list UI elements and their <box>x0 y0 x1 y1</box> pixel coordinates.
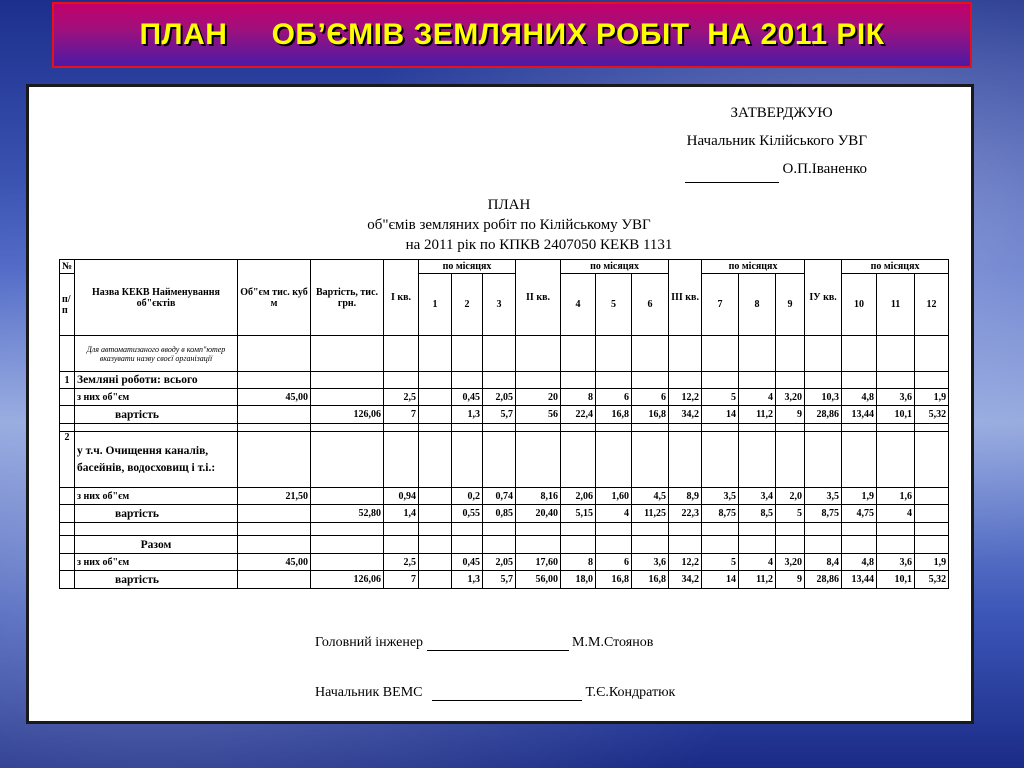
table-cell: 5,15 <box>561 505 596 523</box>
spacer-row <box>60 424 949 432</box>
table-cell: 3,20 <box>776 554 805 571</box>
table-cell: 45,00 <box>238 554 311 571</box>
table-cell <box>419 488 452 505</box>
document-sheet <box>26 84 974 724</box>
month-header: 1 <box>419 274 452 336</box>
months-header-q2: по місяцях <box>561 260 669 274</box>
table-row <box>60 389 949 406</box>
total-title-row <box>60 536 949 554</box>
table-row <box>60 488 949 505</box>
section-number: 2 <box>60 432 75 488</box>
table-cell: 4 <box>877 505 915 523</box>
row-label: вартість <box>75 571 238 589</box>
months-header-q4: по місяцях <box>842 260 949 274</box>
table-cell: 22,3 <box>669 505 702 523</box>
table-cell: 1,4 <box>384 505 419 523</box>
approve-label: ЗАТВЕРДЖУЮ <box>730 105 833 121</box>
month-header: 9 <box>776 274 805 336</box>
engineer-name: М.М.Стоянов <box>572 635 654 650</box>
table-cell: 0,55 <box>452 505 483 523</box>
row-label: вартість <box>75 406 238 424</box>
table-cell: 18,0 <box>561 571 596 589</box>
table-cell <box>915 505 949 523</box>
approve-signature <box>685 155 867 183</box>
table-cell: 3,6 <box>877 389 915 406</box>
table-cell: 45,00 <box>238 389 311 406</box>
table-cell: 20,40 <box>516 505 561 523</box>
table-cell: 4,8 <box>842 554 877 571</box>
signature-line <box>427 638 569 651</box>
cell <box>60 389 75 406</box>
table-cell: 1,9 <box>842 488 877 505</box>
col-cost-header: Вартість, тис. грн. <box>311 260 384 336</box>
table-cell: 1,3 <box>452 571 483 589</box>
table-cell: 8,16 <box>516 488 561 505</box>
table-cell: 5 <box>776 505 805 523</box>
month-header: 6 <box>632 274 669 336</box>
col-volume-header: Об"єм тис. куб м <box>238 260 311 336</box>
table-cell: 7 <box>384 571 419 589</box>
table-cell: 8,5 <box>739 505 776 523</box>
signature-line <box>685 168 779 183</box>
months-header-q1: по місяцях <box>419 260 516 274</box>
doc-subtitle: об"ємів земляних робіт по Кілійському УВГ <box>367 217 651 233</box>
table-cell: 4 <box>739 554 776 571</box>
table-cell: 4 <box>596 505 632 523</box>
col-pn-header: п/п <box>60 274 75 336</box>
month-header: 10 <box>842 274 877 336</box>
table-cell: 28,86 <box>805 406 842 424</box>
section-number: 1 <box>60 372 75 389</box>
table-cell: 5,7 <box>483 406 516 424</box>
table-row <box>60 505 949 523</box>
chief-signature <box>315 685 675 701</box>
table-cell: 2,06 <box>561 488 596 505</box>
table-cell: 56 <box>516 406 561 424</box>
col-q3-header: ІІІ кв. <box>669 260 702 336</box>
table-cell: 9 <box>776 406 805 424</box>
cell <box>60 554 75 571</box>
table-cell: 16,8 <box>632 571 669 589</box>
table-cell <box>419 406 452 424</box>
table-cell: 8 <box>561 554 596 571</box>
table-cell: 0,85 <box>483 505 516 523</box>
document-title <box>289 195 729 255</box>
table-cell: 34,2 <box>669 406 702 424</box>
table-cell: 126,06 <box>311 571 384 589</box>
section-title-row <box>60 372 949 389</box>
engineer-title: Головний інженер <box>315 635 424 650</box>
section-title: Земляні роботи: всього <box>75 372 238 389</box>
row-label: з них об"єм <box>75 554 238 571</box>
table-cell: 1,3 <box>452 406 483 424</box>
table-cell: 16,8 <box>632 406 669 424</box>
table-cell <box>238 406 311 424</box>
table-cell: 1,60 <box>596 488 632 505</box>
doc-title: ПЛАН <box>487 197 531 213</box>
col-q2-header: II кв. <box>516 260 561 336</box>
table-row <box>60 571 949 589</box>
table-cell: 2,05 <box>483 554 516 571</box>
table-cell: 4 <box>739 389 776 406</box>
table-cell: 20 <box>516 389 561 406</box>
engineer-signature <box>315 635 653 651</box>
table-cell: 5,7 <box>483 571 516 589</box>
month-header: 3 <box>483 274 516 336</box>
col-q4-header: IУ кв. <box>805 260 842 336</box>
table-cell: 2,05 <box>483 389 516 406</box>
cell <box>60 336 75 372</box>
header-row <box>60 260 949 274</box>
table-cell: 8 <box>561 389 596 406</box>
col-q1-header: I кв. <box>384 260 419 336</box>
table-cell: 1,9 <box>915 554 949 571</box>
signature-line <box>432 688 582 701</box>
row-label: з них об"єм <box>75 389 238 406</box>
table-cell: 16,8 <box>596 406 632 424</box>
table-cell <box>419 571 452 589</box>
table-cell: 5 <box>702 389 739 406</box>
table-cell: 9 <box>776 571 805 589</box>
chief-title: Начальник ВЕМС <box>315 685 423 700</box>
month-header: 2 <box>452 274 483 336</box>
slide-banner <box>52 2 972 68</box>
table-cell: 11,25 <box>632 505 669 523</box>
table-cell: 22,4 <box>561 406 596 424</box>
table-cell: 8,75 <box>805 505 842 523</box>
total-title: Разом <box>75 536 238 554</box>
months-header-q3: по місяцях <box>702 260 805 274</box>
table-cell: 6 <box>632 389 669 406</box>
table-cell: 3,6 <box>877 554 915 571</box>
table-cell: 21,50 <box>238 488 311 505</box>
table-cell: 3,20 <box>776 389 805 406</box>
table-cell: 17,60 <box>516 554 561 571</box>
cell <box>60 505 75 523</box>
table-cell: 13,44 <box>842 406 877 424</box>
table-row <box>60 554 949 571</box>
table-cell <box>311 488 384 505</box>
cell <box>60 488 75 505</box>
cell <box>60 406 75 424</box>
table-cell: 11,2 <box>739 406 776 424</box>
slide-title: ПЛАН ОБ’ЄМІВ ЗЕМЛЯНИХ РОБІТ НА 2011 РІК <box>139 18 885 51</box>
table-cell <box>311 554 384 571</box>
table-cell <box>238 571 311 589</box>
table-cell: 5,32 <box>915 406 949 424</box>
table-cell: 1,9 <box>915 389 949 406</box>
month-header: 4 <box>561 274 596 336</box>
approval-block <box>685 99 867 183</box>
table-cell: 6 <box>596 389 632 406</box>
month-header: 8 <box>739 274 776 336</box>
table-cell: 5 <box>702 554 739 571</box>
table-cell: 0,45 <box>452 554 483 571</box>
table-cell: 11,2 <box>739 571 776 589</box>
month-header: 11 <box>877 274 915 336</box>
table-cell <box>419 505 452 523</box>
doc-subtitle-2: на 2011 рік по КПКВ 2407050 КЕКВ 1131 <box>405 237 673 253</box>
table-cell: 12,2 <box>669 554 702 571</box>
table-cell: 52,80 <box>311 505 384 523</box>
table-cell: 14 <box>702 406 739 424</box>
table-cell <box>311 389 384 406</box>
table-cell: 13,44 <box>842 571 877 589</box>
table-cell: 6 <box>596 554 632 571</box>
table-cell: 7 <box>384 406 419 424</box>
note-cell: Для автоматизаного вводу в комп"ютер вказувати назву своєї організації <box>75 336 238 372</box>
table-cell: 2,5 <box>384 554 419 571</box>
section-title-row <box>60 432 949 488</box>
month-header: 5 <box>596 274 632 336</box>
table-cell: 10,3 <box>805 389 842 406</box>
table-cell: 3,6 <box>632 554 669 571</box>
volumes-table <box>59 259 949 589</box>
section-title: у т.ч. Очищення каналів, басейнів, водосховищ і т.і.: <box>75 432 238 488</box>
table-cell: 8,75 <box>702 505 739 523</box>
chief-name: Т.Є.Кондратюк <box>585 685 676 700</box>
table-row <box>60 406 949 424</box>
row-label: вартість <box>75 505 238 523</box>
table-cell: 3,5 <box>805 488 842 505</box>
month-header: 12 <box>915 274 949 336</box>
table-cell <box>915 488 949 505</box>
table-cell: 4,75 <box>842 505 877 523</box>
table-cell: 0,94 <box>384 488 419 505</box>
row-label: з них об"єм <box>75 488 238 505</box>
table-cell: 2,0 <box>776 488 805 505</box>
table-cell: 56,00 <box>516 571 561 589</box>
table-cell: 8,9 <box>669 488 702 505</box>
approve-position: Начальник Кілійського УВГ <box>686 133 867 149</box>
table-cell <box>419 389 452 406</box>
table-cell: 10,1 <box>877 406 915 424</box>
table-cell: 34,2 <box>669 571 702 589</box>
table-cell: 16,8 <box>596 571 632 589</box>
table-cell: 14 <box>702 571 739 589</box>
month-header: 7 <box>702 274 739 336</box>
table-cell: 2,5 <box>384 389 419 406</box>
table-cell <box>238 505 311 523</box>
table-cell: 3,4 <box>739 488 776 505</box>
table-cell: 4,5 <box>632 488 669 505</box>
table-cell: 8,4 <box>805 554 842 571</box>
col-name-header: Назва КЕКВ Найменування об"єктів <box>75 260 238 336</box>
table-cell: 3,5 <box>702 488 739 505</box>
table-cell: 10,1 <box>877 571 915 589</box>
table-cell: 0,74 <box>483 488 516 505</box>
table-cell: 0,45 <box>452 389 483 406</box>
col-no-header: № <box>60 260 75 274</box>
table-cell <box>419 554 452 571</box>
table-cell: 1,6 <box>877 488 915 505</box>
approve-name: О.П.Іваненко <box>782 161 867 177</box>
table-cell: 12,2 <box>669 389 702 406</box>
table-cell: 28,86 <box>805 571 842 589</box>
table-cell: 4,8 <box>842 389 877 406</box>
table-cell: 5,32 <box>915 571 949 589</box>
note-row <box>60 336 949 372</box>
cell <box>60 571 75 589</box>
table-cell: 0,2 <box>452 488 483 505</box>
table-cell: 126,06 <box>311 406 384 424</box>
spacer-row <box>60 523 949 536</box>
